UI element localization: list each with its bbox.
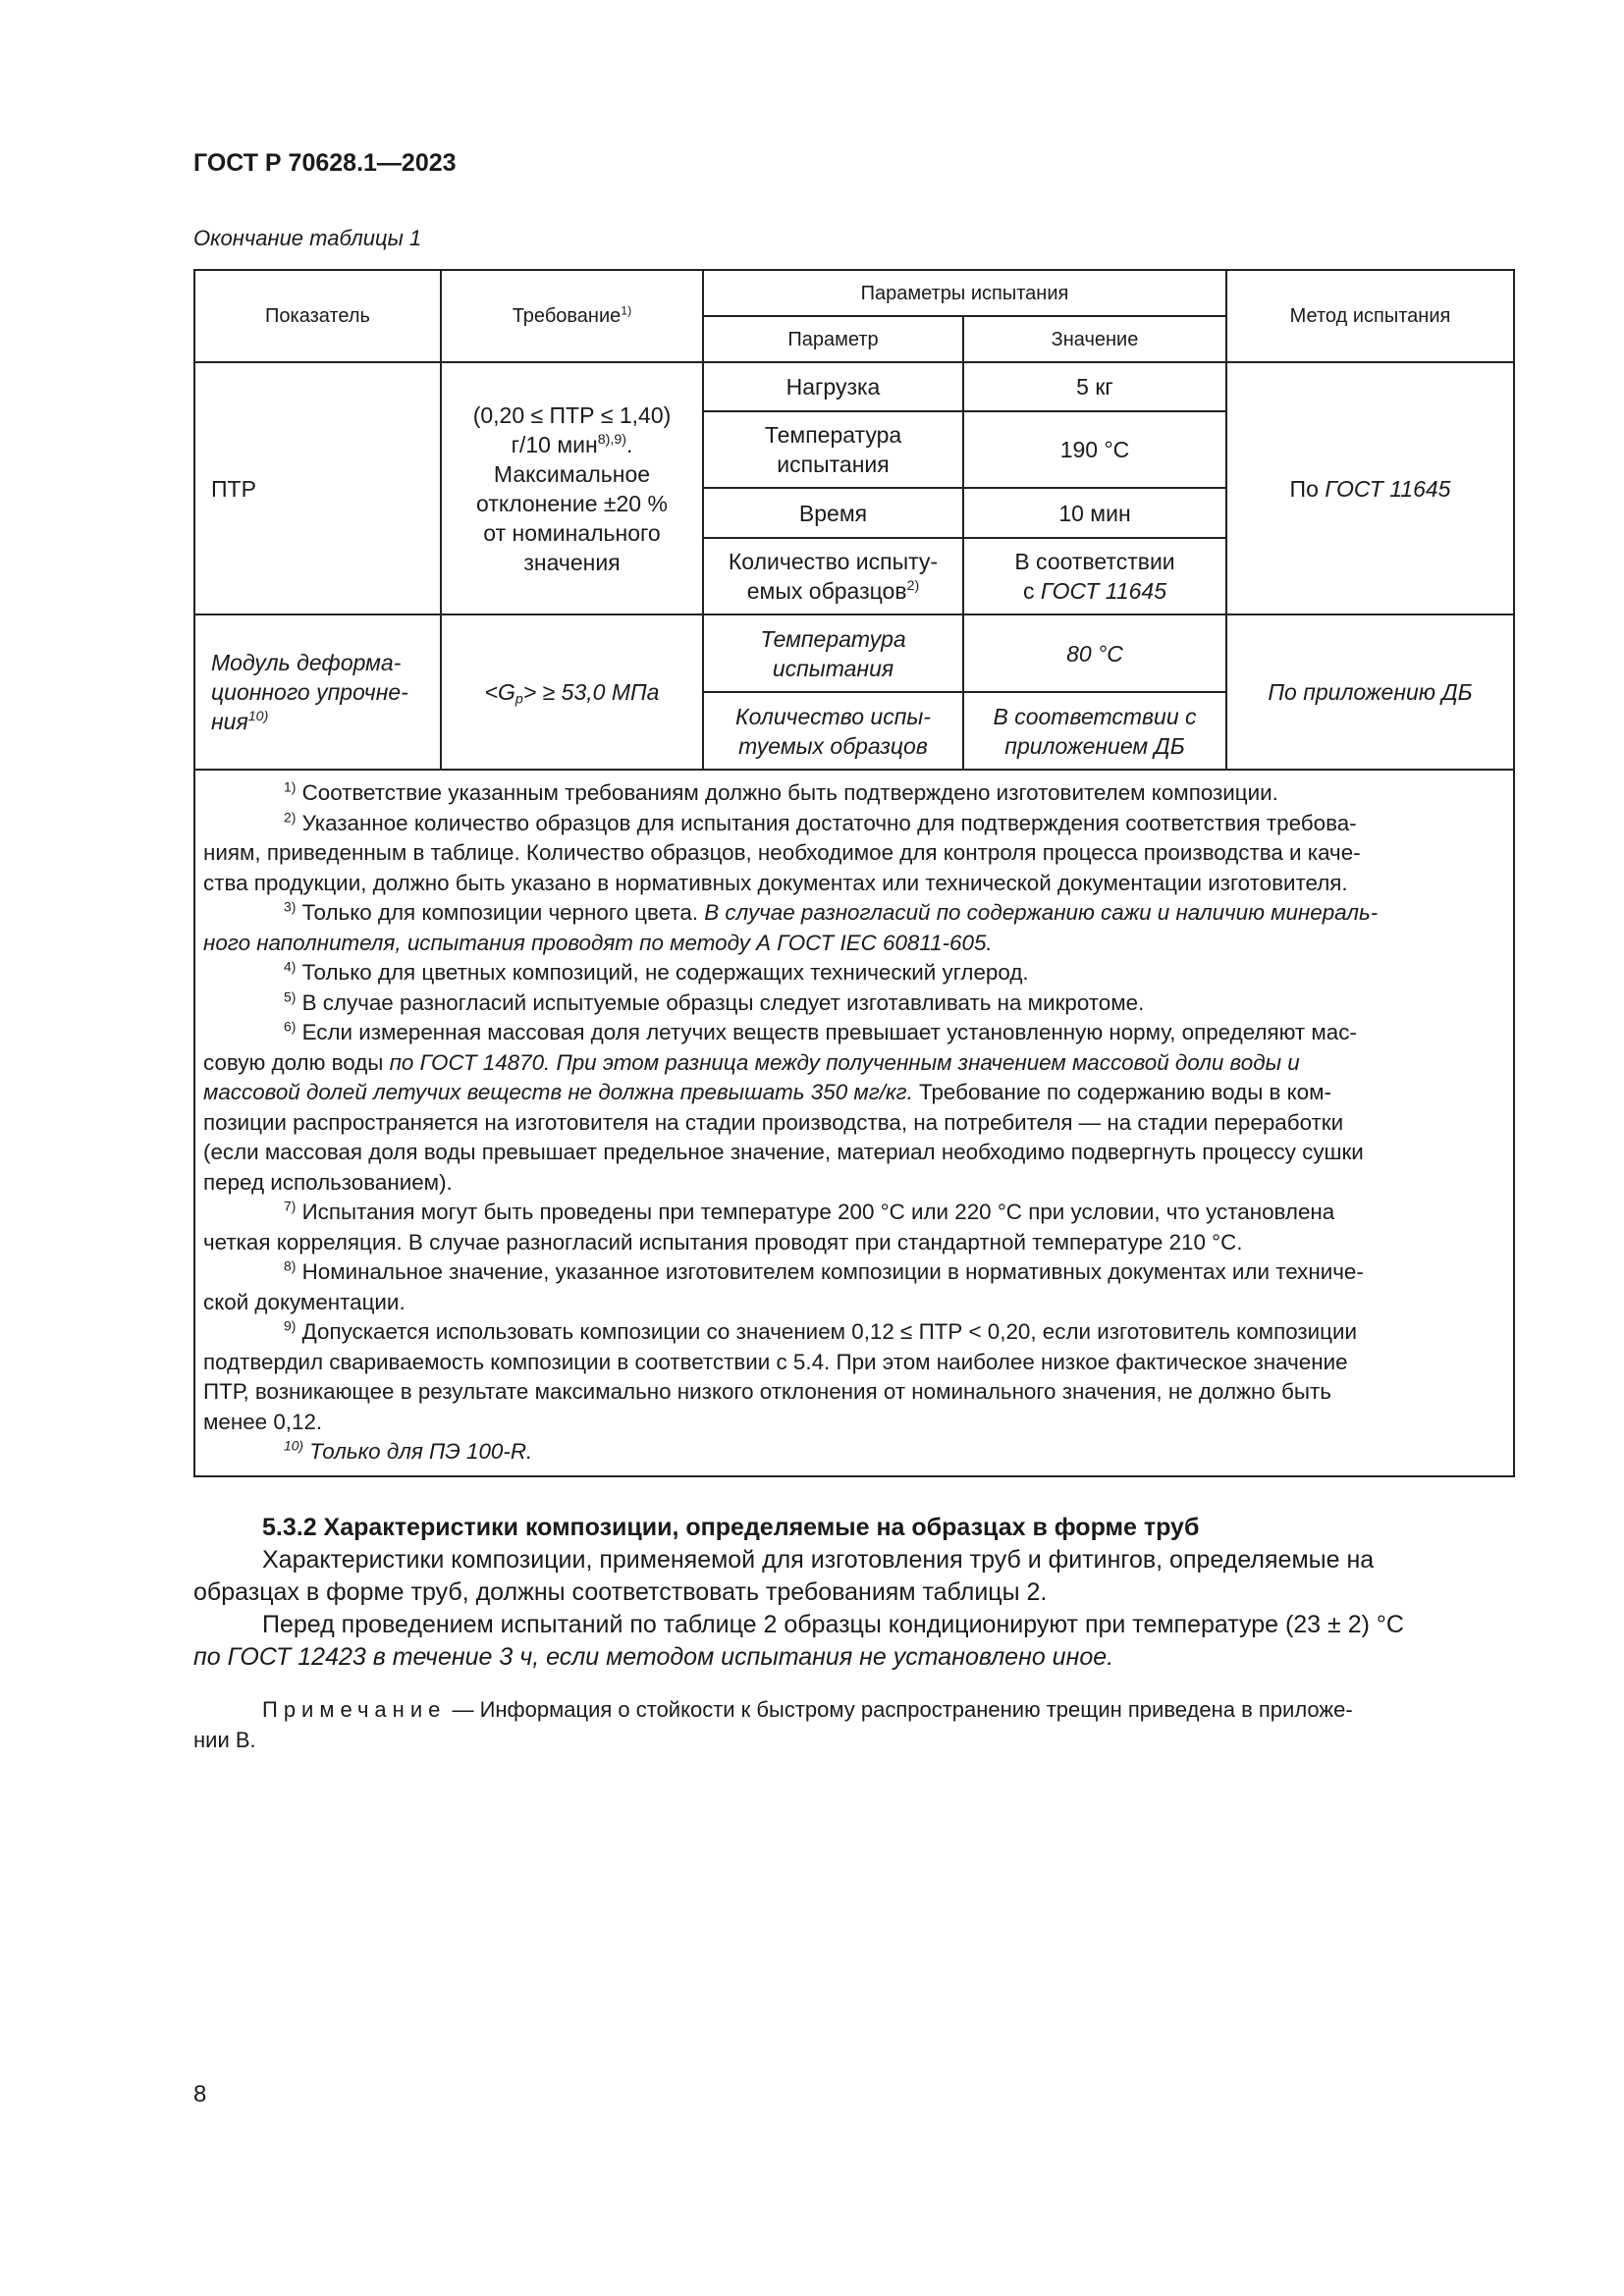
ptr-name: ПТР bbox=[194, 362, 441, 614]
footnote-3: $^{3)}$ Только для композиции черного цвета. В случае разногласий по содержанию сажи и наличию минераль- ного наполнителя, испытания проводят по методу А ГОСТ IEC 60811-605. bbox=[203, 898, 1379, 955]
page-number: 8 bbox=[193, 2081, 207, 2108]
ptr-param-time: Время bbox=[703, 488, 963, 538]
ptr-value-samples: В соответствии с ГОСТ 11645 bbox=[963, 538, 1226, 614]
document-header: ГОСТ Р 70628.1—2023 bbox=[193, 149, 457, 177]
modulus-param-temperature: Температура испытания bbox=[703, 614, 963, 692]
table-footnotes bbox=[194, 770, 1514, 1476]
footnote-9: $^{9)}$ Допускается использовать композиции со значением 0,12 ≤ ПТР < 0,20, если изготовитель композиции подтвердил свариваемость композиции в соответствии с 5.4. При этом наиболее низкое фактическое значение ПТР, возникающее в результате максимально низкого отклонения от номинального значения, не должно быть менее 0,12. bbox=[203, 1317, 1358, 1434]
modulus-requirement: $<G_p> \ge 53,0$ МПа bbox=[441, 614, 703, 770]
ptr-method: По ГОСТ 11645 bbox=[1226, 362, 1514, 614]
modulus-param-samples: Количество испы- туемых образцов bbox=[703, 692, 963, 770]
modulus-method: По приложению ДБ bbox=[1226, 614, 1514, 770]
ptr-requirement: (0,20 ≤ ПТР ≤ 1,40) г/10 мин$^{8),9)}$. Максимальное отклонение ±20 % от номинального значения bbox=[441, 362, 703, 614]
header-test-params: Параметры испытания bbox=[703, 270, 1226, 316]
ptr-param-samples: Количество испыту- емых образцов$^{2)}$ bbox=[703, 538, 963, 614]
section-title: 5.3.2 Характеристики композиции, определяемые на образцах в форме труб bbox=[262, 1514, 1200, 1541]
header-requirement: Требование$^{1)}$ bbox=[441, 270, 703, 362]
note-label: Примечание bbox=[262, 1697, 447, 1722]
ptr-param-load: Нагрузка bbox=[703, 362, 963, 411]
modulus-value-samples: В соответствии с приложением ДБ bbox=[963, 692, 1226, 770]
footnote-2: $^{2)}$ Указанное количество образцов для испытания достаточно для подтверждения соответствия требова- ниям, приведенным в таблице. Количество образцов, необходимое для контроля процесса производства и каче- ства продукции, должно быть указано в нормативных документах или технической документации изготовителя. bbox=[203, 808, 1361, 895]
table-caption: Окончание таблицы 1 bbox=[193, 226, 422, 250]
section-paragraph-2: Перед проведением испытаний по таблице 2 образцы кондиционируют при температуре (23 ± 2) °С по ГОСТ 12423 в течение 3 ч, если методом испытания не установлено иное. bbox=[193, 1611, 1404, 1671]
footnote-4: $^{4)}$ Только для цветных композиций, не содержащих технический углерод. bbox=[284, 958, 1029, 985]
ptr-value-load: 5 кг bbox=[963, 362, 1226, 411]
footnote-8: $^{8)}$ Номинальное значение, указанное изготовителем композиции в нормативных документах или техниче- ской документации. bbox=[203, 1257, 1364, 1314]
note: Примечание — Информация о стойкости к быстрому распространению трещин приведена в приложе- нии В. bbox=[193, 1697, 1353, 1752]
header-method: Метод испытания bbox=[1226, 270, 1514, 362]
ptr-value-temperature: 190 °С bbox=[963, 411, 1226, 488]
section-5-3-2 bbox=[193, 1512, 1513, 1674]
header-value: Значение bbox=[963, 316, 1226, 362]
modulus-name: Модуль деформа- ционного упрочне- ния$^{10)}$ bbox=[194, 614, 441, 770]
header-indicator: Показатель bbox=[194, 270, 441, 362]
footnote-5: $^{5)}$ В случае разногласий испытуемые образцы следует изготавливать на микротоме. bbox=[284, 988, 1145, 1015]
requirements-table bbox=[193, 269, 1515, 1477]
section-paragraph-1: Характеристики композиции, применяемой для изготовления труб и фитингов, определяемые на образцах в форме труб, должны соответствовать требованиям таблицы 2. bbox=[193, 1546, 1375, 1606]
ptr-value-time: 10 мин bbox=[963, 488, 1226, 538]
modulus-value-temperature: 80 °С bbox=[963, 614, 1226, 692]
ptr-param-temperature: Температура испытания bbox=[703, 411, 963, 488]
footnote-10: $^{10)}$ Только для ПЭ 100-R. bbox=[284, 1437, 533, 1464]
footnote-6: $^{6)}$ Если измеренная массовая доля летучих веществ превышает установленную норму, определяют мас- совую долю воды по ГОСТ 14870. При этом разница между полученным значением массовой доли воды и массовой долей летучих веществ не должна превышать 350 мг/кг. Требование по содержанию воды в ком- позиции распространяется на изготовителя на стадии производства, на потребителя — на стадии переработки (если массовая доля воды превышает предельное значение, материал необходимо подвергнуть процессу сушки перед использованием). bbox=[203, 1018, 1364, 1195]
header-param: Параметр bbox=[703, 316, 963, 362]
footnote-1: $^{1)}$ Соответствие указанным требованиям должно быть подтверждено изготовителем композиции. bbox=[284, 778, 1278, 805]
footnote-7: $^{7)}$ Испытания могут быть проведены при температуре 200 °С или 220 °С при условии, что установлена четкая корреляция. В случае разногласий испытания проводят при стандартной температуре 210 °С. bbox=[203, 1198, 1335, 1255]
